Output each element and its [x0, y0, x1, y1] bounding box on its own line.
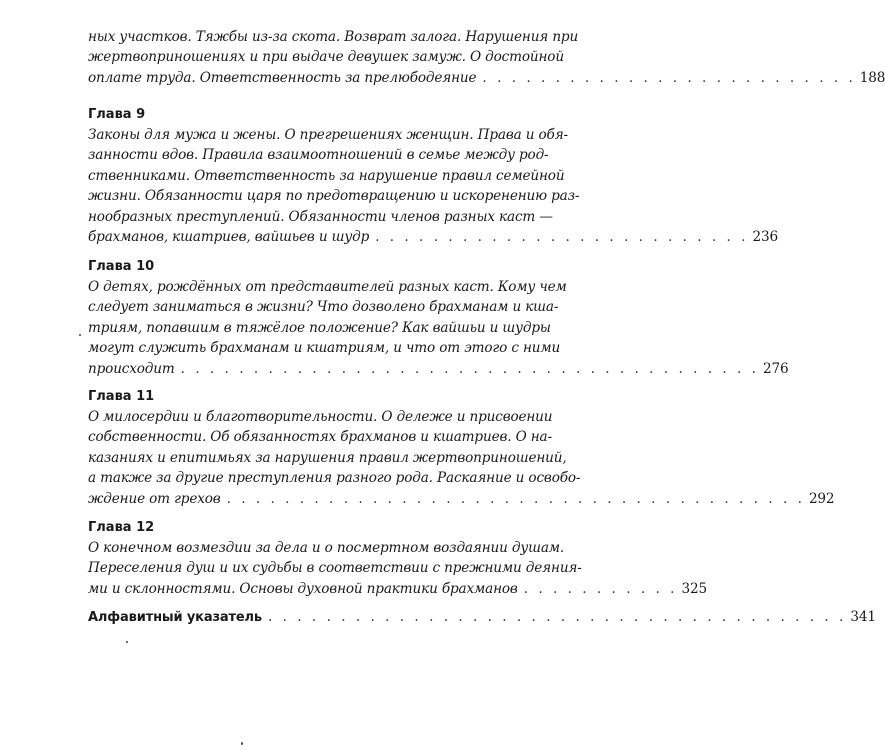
toc-text-line: жизни. Обязанности царя по предотвращению и искоренению раз-: [88, 188, 580, 205]
scan-speck: [79, 334, 81, 336]
page-number: 236: [752, 229, 778, 246]
toc-text-line: О милосердии и благотворительности. О дележе и присвоении: [88, 409, 553, 425]
toc-text-line: ственниками. Ответственность за нарушение правил семейной: [88, 167, 565, 184]
toc-text-line: ждение от грехов: [88, 490, 221, 507]
scan-speck: [126, 641, 128, 643]
leader-dots: . . . . . . . . . . . . . . . . . . . . . . . . . . . . . . . . . . . . . . . .: [180, 360, 759, 377]
toc-entry-last-line: [88, 489, 835, 509]
leader-dots: . . . . . . . . . . .: [523, 580, 678, 597]
page-number: 292: [808, 490, 835, 507]
page-number: 276: [763, 360, 789, 377]
toc-text-line: следует заниматься в жизни? Что дозволено брахманам и кша-: [88, 299, 559, 316]
toc-text-line: ных участков. Тяжбы из-за скота. Возврат залога. Нарушения при: [88, 29, 579, 45]
toc-text-line: собственности. Об обязанностях брахманов и кшатриев. О на-: [88, 429, 552, 446]
chapter-title: Глава 12: [88, 520, 155, 535]
page-number: 325: [681, 580, 707, 597]
leader-dots: . . . . . . . . . . . . . . . . . . . . . . . . . . . . . . . . . . . . . . . .: [268, 609, 847, 625]
toc-text-line: О детях, рождённых от представителей разных каст. Кому чем: [88, 279, 567, 295]
toc-chapter-11: [88, 387, 835, 509]
toc-text-line: занности вдов. Правила взаимоотношений в семье между род-: [88, 147, 549, 164]
toc-index: [88, 607, 876, 628]
chapter-title: Глава 10: [88, 259, 155, 274]
toc-chapter-12: [88, 518, 707, 599]
toc-entry-last-line: [88, 359, 789, 379]
leader-dots: . . . . . . . . . . . . . . . . . . . . . . . . . .: [482, 69, 856, 86]
toc-text-line: происходит: [88, 360, 175, 377]
toc-entry-last-line: [88, 68, 885, 88]
toc-text-line: О конечном возмездии за дела и о посмертном воздаянии душам.: [88, 540, 565, 556]
toc-text-line: а также за другие преступления разного рода. Раскаяние и освобо-: [88, 470, 581, 487]
toc-text-line: нообразных преступлений. Обязанности членов разных каст —: [88, 208, 553, 225]
chapter-title: Глава 11: [88, 389, 155, 404]
toc-text-line: оплате труда. Ответственность за прелюбодеяние: [88, 69, 477, 86]
toc-text-line: ми и склонностями. Основы духовной практики брахманов: [88, 580, 518, 597]
leader-dots: . . . . . . . . . . . . . . . . . . . . . . . . . .: [375, 229, 749, 246]
scan-speck: [241, 742, 243, 745]
toc-text-line: триям, попавшим в тяжёлое положение? Как вайшьи и шудры: [88, 319, 551, 336]
toc-text-line: могут служить брахманам и кшатриям, и что от этого с ними: [88, 340, 561, 357]
toc-chapter-10: [88, 257, 789, 379]
toc-text-line: Законы для мужа и жены. О прегрешениях женщин. Права и обя-: [88, 127, 569, 143]
toc-chapter-9: [88, 105, 778, 247]
toc-text-line: жертвоприношениях и при выдаче девушек замуж. О достойной: [88, 49, 564, 66]
toc-text-line: Переселения душ и их судьбы в соответствии с прежними деяния-: [88, 560, 582, 577]
toc-index-line: [88, 607, 876, 628]
toc-entry-last-line: [88, 579, 707, 599]
toc-continuation: [88, 27, 885, 88]
page-number: 188: [859, 69, 885, 86]
toc-text-line: брахманов, кшатриев, вайшьев и шудр: [88, 229, 370, 246]
toc-text-line: казаниях и епитимьях за нарушения правил жертвоприношений,: [88, 449, 567, 466]
page-number: 341: [850, 609, 876, 625]
leader-dots: . . . . . . . . . . . . . . . . . . . . . . . . . . . . . . . . . . . . . . . .: [226, 490, 805, 507]
chapter-title: Глава 9: [88, 107, 146, 122]
index-title: Алфавитный указатель: [88, 610, 262, 625]
toc-entry-last-line: [88, 227, 778, 247]
